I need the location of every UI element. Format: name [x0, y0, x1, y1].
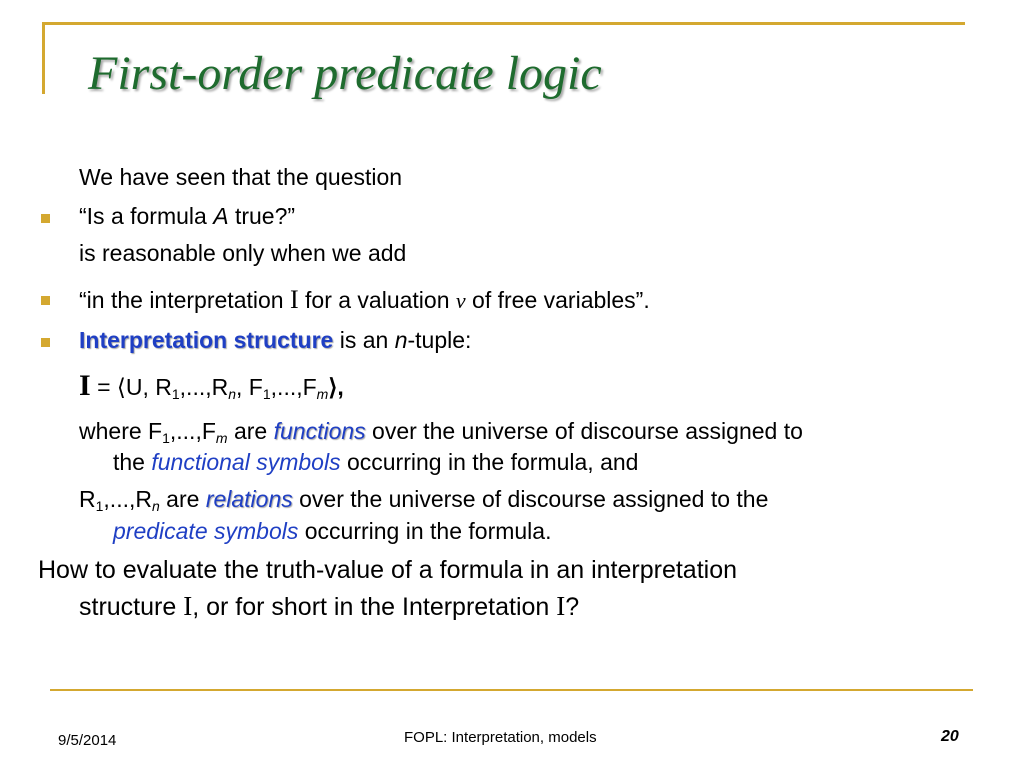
- interp-text-3: of free variables”.: [465, 287, 650, 313]
- rel-text-1: R: [79, 486, 96, 512]
- relations-line: [79, 486, 768, 514]
- rel-text-2: ,...,R: [103, 486, 152, 512]
- structure-term: Interpretation structure: [79, 327, 334, 353]
- frame-vertical-rule: [42, 22, 45, 94]
- question-line: [79, 203, 295, 231]
- question-close: true?”: [228, 203, 296, 229]
- relations-term: relations: [205, 486, 293, 512]
- relations-line-2: [113, 518, 551, 546]
- where2-text-2: occurring in the formula, and: [340, 449, 639, 475]
- tuple-part-c: , F: [236, 374, 263, 400]
- rel-sub-1: 1: [95, 498, 104, 514]
- footer-rule: [50, 689, 973, 691]
- tuple-symbol-I: I: [79, 369, 91, 402]
- bullet-icon: [41, 338, 50, 347]
- interp-symbol-I: I: [289, 285, 299, 314]
- interp-text-2: for a valuation: [298, 287, 456, 313]
- bullet-icon: [41, 296, 50, 305]
- functions-line: [79, 418, 803, 446]
- question-how-line-2: [79, 590, 579, 622]
- functional-symbols-term: functional symbols: [151, 449, 341, 475]
- valuation-symbol-v: v: [455, 288, 466, 313]
- reasonable-text: is reasonable only when we add: [79, 240, 407, 266]
- formula-variable: A: [213, 203, 229, 229]
- where-sub-m: m: [215, 430, 228, 446]
- tuple-sub-n: n: [228, 386, 237, 402]
- rel2-text-1: occurring in the formula.: [298, 518, 552, 544]
- functions-term: functions: [273, 418, 366, 444]
- question-open: “Is a formula: [79, 203, 214, 229]
- predicate-symbols-term: predicate symbols: [113, 518, 299, 544]
- structure-text-1: is an: [333, 327, 395, 353]
- where-text-1: where F: [79, 418, 163, 444]
- rel-text-4: over the universe of discourse assigned to the: [292, 486, 769, 512]
- tuple-sub-m: m: [316, 386, 329, 402]
- tuple-part-e: ⟩,: [328, 374, 344, 400]
- rel-text-3: are: [159, 486, 206, 512]
- tuple-part-b: ,...,R: [179, 374, 229, 400]
- tuple-sub-1: 1: [171, 386, 180, 402]
- reasonable-line: [79, 240, 406, 268]
- how-text-1: How to evaluate the truth-value of a formula in an interpretation: [38, 556, 738, 584]
- structure-n: n: [394, 327, 408, 353]
- where-sub-1: 1: [162, 430, 170, 446]
- where-text-4: over the universe of discourse assigned to: [365, 418, 803, 444]
- slide-title: First-order predicate logic: [88, 47, 602, 100]
- interpretation-line: [79, 284, 650, 315]
- interp-text-1: “in the interpretation: [79, 287, 290, 313]
- intro-line: [79, 164, 402, 192]
- tuple-part-d: ,...,F: [270, 374, 317, 400]
- functions-line-2: [113, 449, 638, 477]
- where-text-2: ,...,F: [169, 418, 216, 444]
- bullet-icon: [41, 214, 50, 223]
- footer-center-text: FOPL: Interpretation, models: [404, 729, 597, 746]
- how2-symbol-I: I: [183, 591, 193, 621]
- rel-sub-n: n: [151, 498, 160, 514]
- where2-text-1: the: [113, 449, 152, 475]
- footer-date: 9/5/2014: [58, 732, 117, 749]
- page-number: 20: [941, 728, 959, 745]
- tuple-line: [79, 368, 344, 404]
- intro-text: We have seen that the question: [79, 164, 403, 190]
- how2-text-1: structure: [79, 593, 184, 621]
- structure-text-2: -tuple:: [407, 327, 472, 353]
- question-how-line: [38, 555, 737, 585]
- tuple-sub-1b: 1: [262, 386, 271, 402]
- frame-horizontal-rule: [42, 22, 965, 25]
- how2-symbol-I-2: I: [556, 591, 566, 621]
- how2-text-2: , or for short in the Interpretation: [192, 593, 557, 621]
- structure-line: [79, 327, 471, 355]
- how2-text-3: ?: [565, 593, 580, 621]
- tuple-part-a: = ⟨U, R: [90, 374, 172, 400]
- where-text-3: are: [227, 418, 274, 444]
